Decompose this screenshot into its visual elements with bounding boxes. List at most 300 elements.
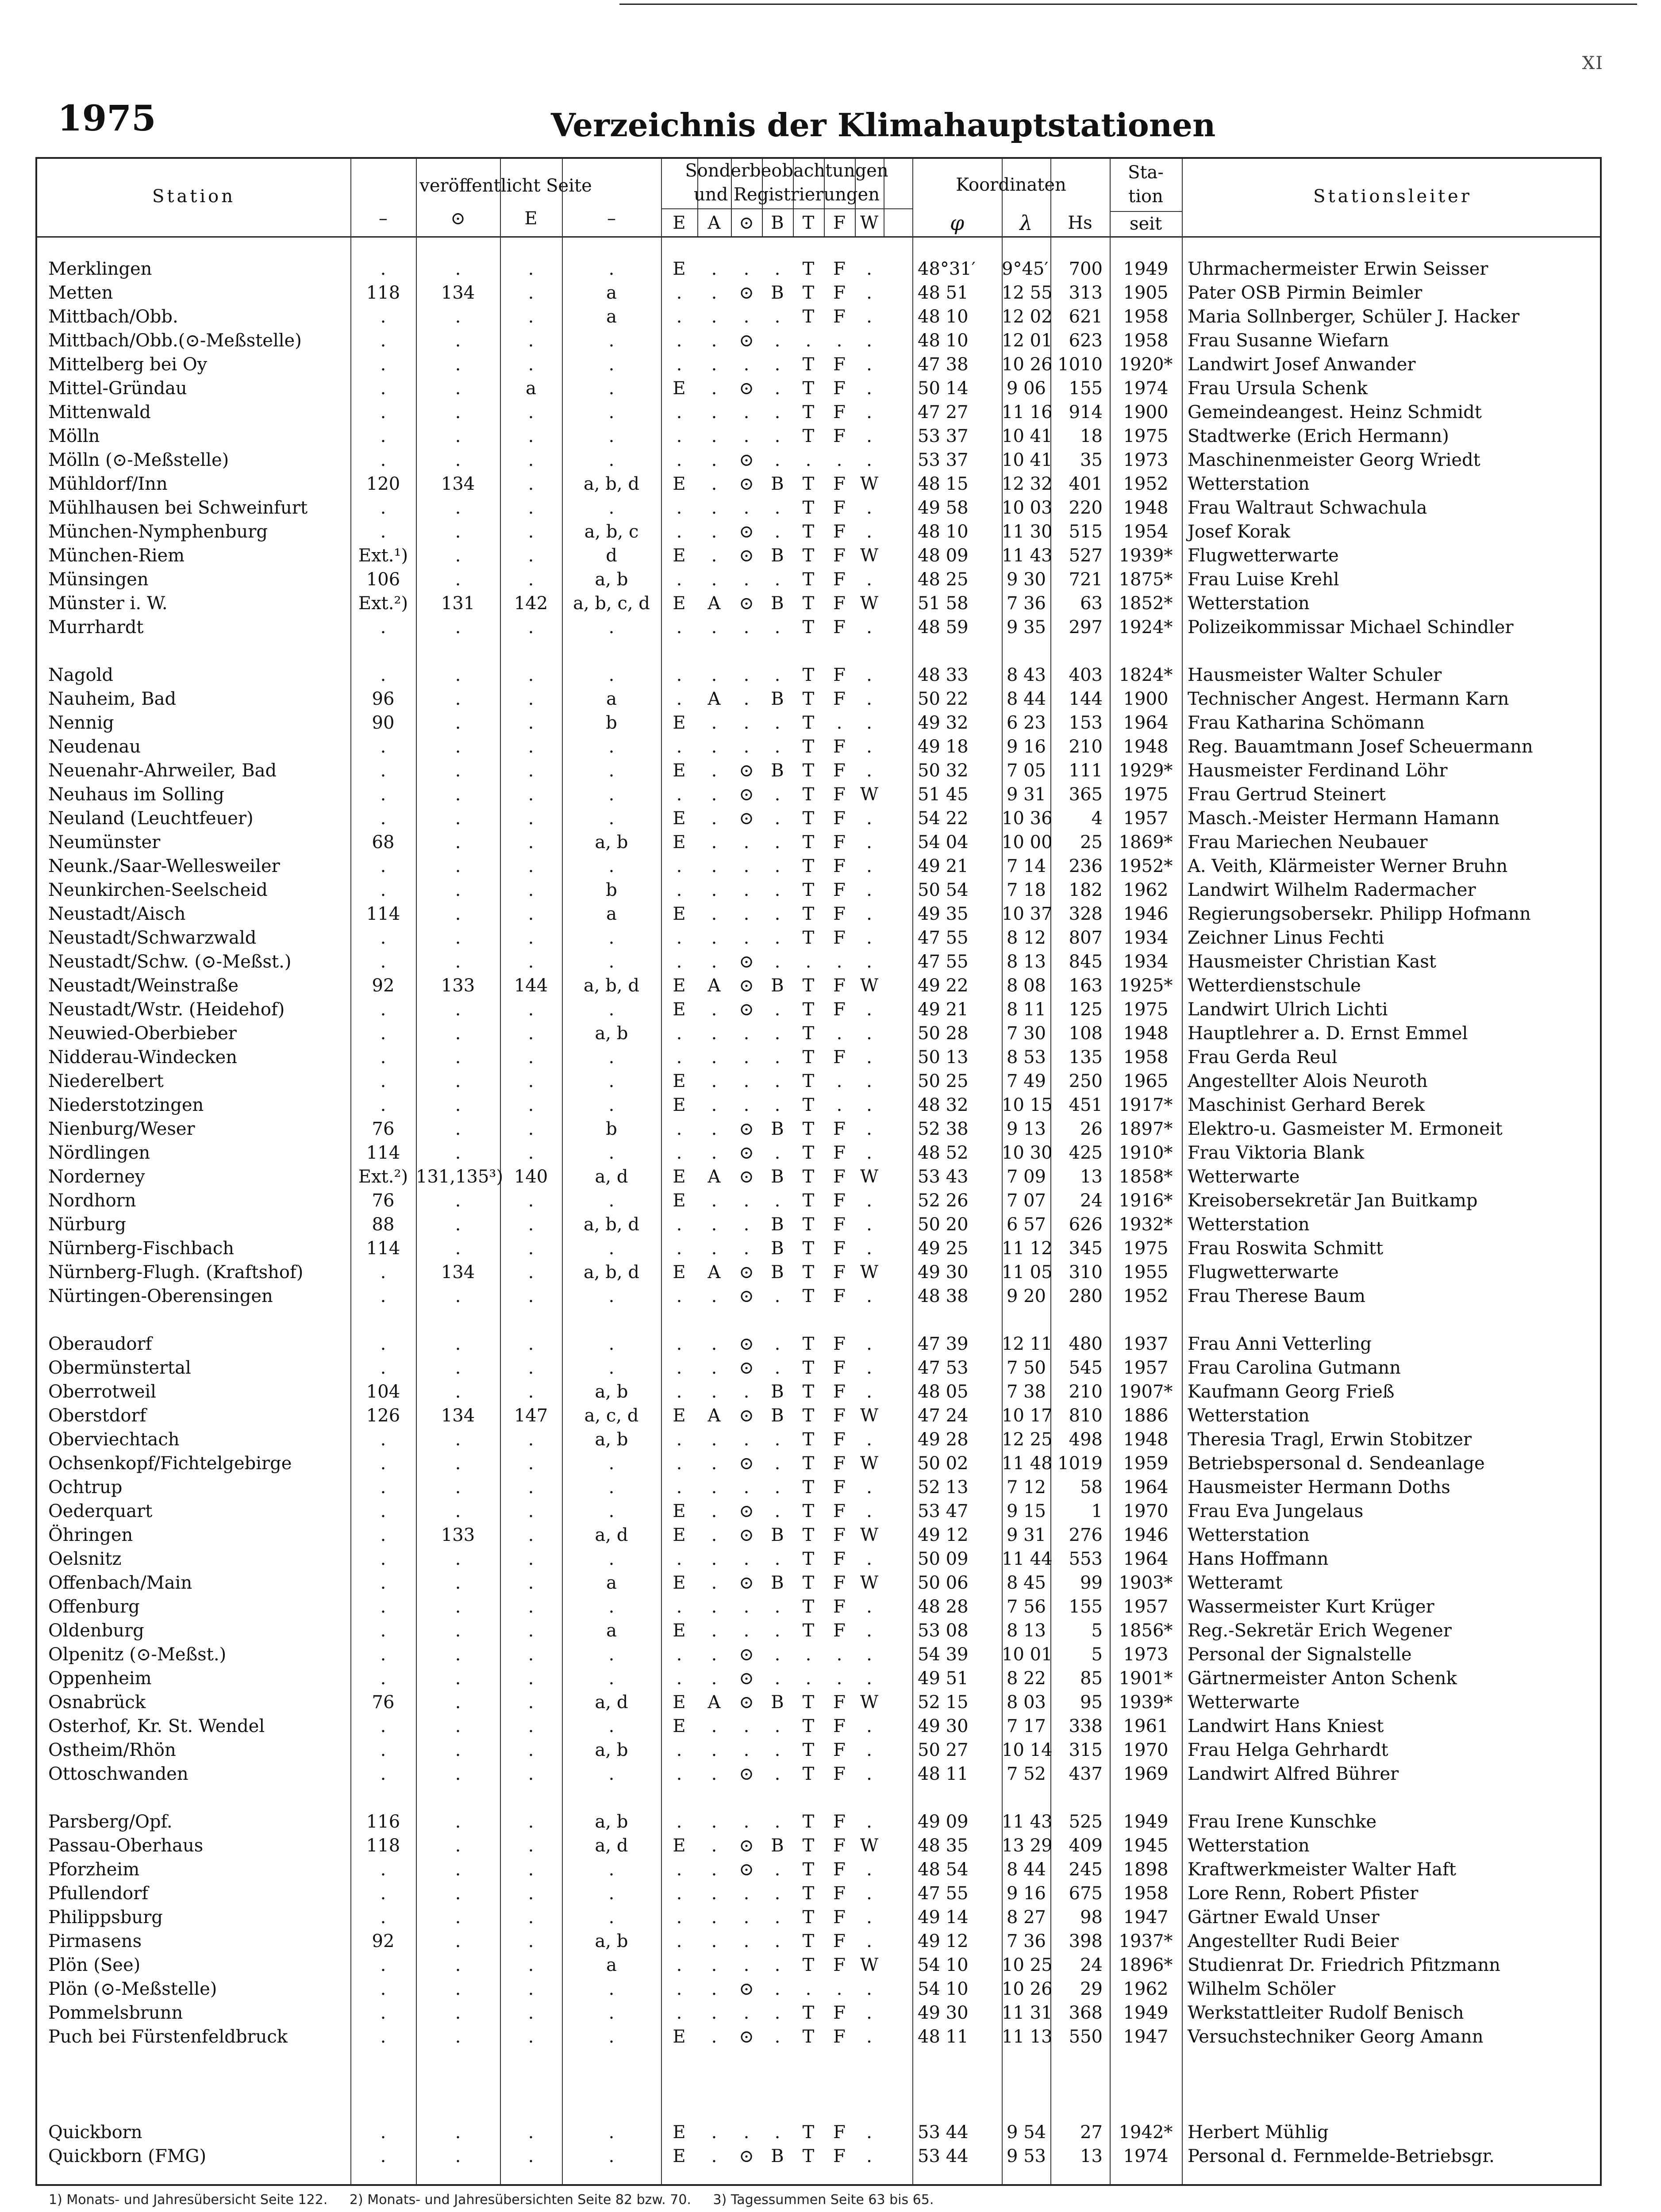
- cell-E: .: [676, 928, 682, 948]
- cell-p4: .: [608, 1334, 615, 1354]
- cell-since: 1924*: [1119, 617, 1173, 637]
- table-row: [37, 1284, 1600, 1308]
- cell-E: E: [673, 1716, 686, 1736]
- cell-B: .: [774, 2027, 781, 2047]
- table-row: [37, 1237, 1600, 1260]
- cell-W: .: [866, 1668, 872, 1689]
- cell-E: .: [676, 450, 682, 470]
- cell-p4: .: [608, 1071, 615, 1091]
- cell-lon: 8 13: [1006, 1621, 1046, 1641]
- cell-leader: Technischer Angest. Hermann Karn: [1188, 689, 1509, 709]
- cell-lon: 9 30: [1006, 569, 1046, 590]
- cell-F: F: [833, 1525, 846, 1545]
- cell-p3: .: [528, 426, 534, 446]
- cell-F: F: [833, 1119, 846, 1139]
- cell-p2: .: [455, 1931, 461, 1951]
- cell-A: A: [707, 1692, 721, 1713]
- cell-leader: Hauptlehrer a. D. Ernst Emmel: [1188, 1023, 1468, 1044]
- cell-W: .: [866, 498, 872, 518]
- cell-E: .: [676, 426, 682, 446]
- cell-S: .: [743, 1955, 750, 1975]
- cell-A: .: [711, 1023, 717, 1044]
- cell-E: .: [676, 784, 682, 805]
- cell-p4: d: [606, 545, 617, 566]
- cell-T: T: [802, 498, 815, 518]
- cell-A: .: [711, 760, 717, 781]
- cell-name: Osterhof, Kr. St. Wendel: [48, 1716, 265, 1736]
- cell-T: T: [802, 1238, 815, 1259]
- cell-F: F: [833, 784, 846, 805]
- cell-B: .: [774, 737, 781, 757]
- table-row: [37, 591, 1600, 615]
- cell-hs: 338: [1069, 1716, 1103, 1736]
- cell-T: T: [802, 617, 815, 637]
- cell-name: Mühlhausen bei Schweinfurt: [48, 498, 308, 518]
- cell-p1: .: [380, 1644, 386, 1665]
- cell-F: F: [833, 665, 846, 685]
- cell-lon: 9 06: [1006, 378, 1046, 399]
- header-special-B: B: [771, 213, 784, 233]
- table-row: [37, 496, 1600, 520]
- cell-name: Mittel-Gründau: [48, 378, 187, 399]
- cell-hs: 26: [1080, 1119, 1103, 1139]
- cell-S: .: [743, 665, 750, 685]
- table-row: [37, 1499, 1600, 1523]
- cell-F: F: [833, 880, 846, 900]
- cell-p2: .: [455, 1477, 461, 1498]
- cell-since: 1942*: [1119, 2122, 1173, 2143]
- cell-name: Neuhaus im Solling: [48, 784, 224, 805]
- cell-lon: 9 16: [1006, 737, 1046, 757]
- cell-name: Mittbach/Obb.: [48, 307, 178, 327]
- cell-T: T: [802, 474, 815, 494]
- cell-leader: Wetterstation: [1188, 1406, 1310, 1426]
- cell-hs: 845: [1069, 952, 1103, 972]
- cell-W: .: [866, 1907, 872, 1928]
- cell-F: .: [836, 1023, 842, 1044]
- cell-S: ⊙: [739, 283, 754, 303]
- cell-S: .: [743, 617, 750, 637]
- cell-p2: 134: [441, 1262, 475, 1283]
- table-row: [37, 1810, 1600, 1834]
- cell-B: B: [771, 1836, 784, 1856]
- table-row: [37, 376, 1600, 400]
- cell-lon: 8 45: [1006, 1573, 1046, 1593]
- cell-p4: .: [608, 808, 615, 829]
- cell-T: T: [802, 1859, 815, 1880]
- cell-T: T: [802, 1023, 815, 1044]
- cell-F: F: [833, 474, 846, 494]
- cell-p3: .: [528, 904, 534, 924]
- cell-p1: .: [380, 1501, 386, 1521]
- cell-since: 1949: [1123, 1812, 1169, 1832]
- cell-p2: .: [455, 1214, 461, 1235]
- cell-lon: 9 35: [1006, 617, 1046, 637]
- cell-hs: 220: [1069, 498, 1103, 518]
- cell-E: E: [673, 1406, 686, 1426]
- cell-W: .: [866, 1095, 872, 1115]
- cell-since: 1975: [1123, 784, 1169, 805]
- cell-S: ⊙: [739, 330, 754, 351]
- cell-name: Oldenburg: [48, 1621, 144, 1641]
- cell-since: 1949: [1123, 259, 1169, 279]
- table-row: [37, 1380, 1600, 1404]
- cell-A: .: [711, 999, 717, 1020]
- cell-hs: 108: [1069, 1023, 1103, 1044]
- cell-p4: .: [608, 952, 615, 972]
- cell-lat: 48 52: [918, 1143, 969, 1163]
- cell-B: B: [771, 1525, 784, 1545]
- cell-T: T: [802, 784, 815, 805]
- cell-T: T: [802, 1573, 815, 1593]
- cell-S: ⊙: [739, 1406, 754, 1426]
- cell-lat: 49 58: [918, 498, 969, 518]
- cell-p4: a, b, c: [584, 522, 639, 542]
- cell-leader: Wetterstation: [1188, 474, 1310, 494]
- cell-S: ⊙: [739, 1167, 754, 1187]
- cell-p2: .: [455, 1644, 461, 1665]
- cell-since: 1952*: [1119, 856, 1173, 876]
- cell-lat: 49 28: [918, 1429, 969, 1450]
- cell-p2: 134: [441, 1406, 475, 1426]
- cell-T: T: [802, 1907, 815, 1928]
- cell-W: .: [866, 259, 872, 279]
- cell-p2: .: [455, 1023, 461, 1044]
- cell-p1: Ext.²): [358, 593, 408, 614]
- cell-T: .: [805, 450, 811, 470]
- cell-p2: .: [455, 1716, 461, 1736]
- cell-B: B: [771, 1119, 784, 1139]
- cell-since: 1934: [1123, 928, 1169, 948]
- cell-lon: 10 00: [1002, 832, 1053, 853]
- cell-p1: .: [380, 737, 386, 757]
- table-row: [37, 257, 1600, 281]
- cell-p4: a, c, d: [584, 1406, 639, 1426]
- cell-p4: a: [606, 1573, 617, 1593]
- cell-hs: 437: [1069, 1764, 1103, 1784]
- table-row: [37, 1428, 1600, 1452]
- cell-F: F: [833, 259, 846, 279]
- group-spacer: [37, 1786, 1600, 1810]
- cell-p4: b: [606, 1119, 617, 1139]
- cell-hs: 98: [1080, 1907, 1103, 1928]
- cell-since: 1948: [1123, 1023, 1169, 1044]
- cell-S: .: [743, 2003, 750, 2023]
- cell-lat: 48 10: [918, 330, 969, 351]
- cell-leader: Wetterwarte: [1188, 1692, 1300, 1713]
- cell-lat: 48 11: [918, 2027, 969, 2047]
- cell-leader: Frau Ursula Schenk: [1188, 378, 1368, 399]
- cell-leader: Wetterdienstschule: [1188, 975, 1361, 996]
- cell-E: .: [676, 1549, 682, 1569]
- cell-since: 1937*: [1119, 1931, 1173, 1951]
- cell-p1: .: [380, 665, 386, 685]
- cell-p1: .: [380, 1859, 386, 1880]
- cell-E: E: [673, 593, 686, 614]
- cell-since: 1900: [1123, 402, 1169, 422]
- cell-hs: 409: [1069, 1836, 1103, 1856]
- cell-p2: .: [455, 1453, 461, 1474]
- table-row: [37, 783, 1600, 806]
- cell-W: .: [866, 2122, 872, 2143]
- cell-T: T: [802, 1382, 815, 1402]
- cell-leader: Werkstattleiter Rudolf Benisch: [1188, 2003, 1464, 2023]
- cell-since: 1946: [1123, 1525, 1169, 1545]
- cell-leader: Personal d. Fernmelde-Betriebsgr.: [1188, 2146, 1495, 2166]
- cell-lon: 9 53: [1006, 2146, 1046, 2166]
- table-row: [37, 1022, 1600, 1045]
- table-row: [37, 950, 1600, 974]
- cell-A: .: [711, 1429, 717, 1450]
- cell-B: .: [774, 354, 781, 375]
- cell-T: T: [802, 2122, 815, 2143]
- cell-S: ⊙: [739, 1334, 754, 1354]
- cell-E: .: [676, 522, 682, 542]
- cell-T: T: [802, 1597, 815, 1617]
- cell-leader: Landwirt Wilhelm Radermacher: [1188, 880, 1476, 900]
- cell-p3: .: [528, 1812, 534, 1832]
- table-row: [37, 1117, 1600, 1141]
- cell-W: .: [866, 1119, 872, 1139]
- cell-p1: 116: [366, 1812, 400, 1832]
- cell-A: .: [711, 1334, 717, 1354]
- cell-since: 1907*: [1119, 1382, 1173, 1402]
- cell-F: F: [833, 1286, 846, 1306]
- cell-lat: 54 39: [918, 1644, 969, 1665]
- cell-p2: 134: [441, 283, 475, 303]
- cell-leader: Lore Renn, Robert Pfister: [1188, 1883, 1419, 1904]
- cell-T: T: [802, 1262, 815, 1283]
- cell-hs: 451: [1069, 1095, 1103, 1115]
- cell-W: .: [866, 1238, 872, 1259]
- cell-E: .: [676, 354, 682, 375]
- cell-W: .: [866, 713, 872, 733]
- cell-lon: 9°45′: [1002, 259, 1049, 279]
- cell-B: B: [771, 689, 784, 709]
- cell-T: T: [802, 1692, 815, 1713]
- cell-lat: 48 11: [918, 1764, 969, 1784]
- cell-T: T: [802, 1167, 815, 1187]
- header-lon: λ: [1019, 211, 1033, 235]
- cell-lon: 7 52: [1006, 1764, 1046, 1784]
- cell-leader: Studienrat Dr. Friedrich Pfitzmann: [1188, 1955, 1500, 1975]
- cell-B: .: [774, 1429, 781, 1450]
- cell-p3: .: [528, 307, 534, 327]
- cell-since: 1917*: [1119, 1095, 1173, 1115]
- cell-leader: Hans Hoffmann: [1188, 1549, 1329, 1569]
- cell-A: .: [711, 737, 717, 757]
- cell-B: .: [774, 1071, 781, 1091]
- cell-name: Neuland (Leuchtfeuer): [48, 808, 254, 829]
- cell-name: Mittbach/Obb.(⊙-Meßstelle): [48, 330, 302, 351]
- cell-B: B: [771, 975, 784, 996]
- cell-p4: .: [608, 1716, 615, 1736]
- cell-hs: 155: [1069, 1597, 1103, 1617]
- cell-p1: .: [380, 1597, 386, 1617]
- cell-E: E: [673, 1692, 686, 1713]
- cell-p4: .: [608, 426, 615, 446]
- cell-lat: 49 12: [918, 1931, 969, 1951]
- cell-leader: Josef Korak: [1188, 522, 1290, 542]
- cell-T: T: [802, 1883, 815, 1904]
- cell-hs: 27: [1080, 2122, 1103, 2143]
- cell-T: T: [802, 760, 815, 781]
- cell-leader: Elektro-u. Gasmeister M. Ermoneit: [1188, 1119, 1503, 1139]
- cell-name: Münster i. W.: [48, 593, 168, 614]
- cell-B: B: [771, 760, 784, 781]
- cell-p4: a: [606, 1621, 617, 1641]
- cell-E: E: [673, 1167, 686, 1187]
- cell-F: F: [833, 1597, 846, 1617]
- cell-A: .: [711, 1214, 717, 1235]
- cell-B: B: [771, 283, 784, 303]
- cell-A: .: [711, 402, 717, 422]
- table-row: [37, 520, 1600, 544]
- cell-lon: 7 49: [1006, 1071, 1046, 1091]
- cell-p1: .: [380, 2146, 386, 2166]
- cell-T: T: [802, 378, 815, 399]
- cell-p2: .: [455, 2122, 461, 2143]
- cell-E: .: [676, 1955, 682, 1975]
- cell-hs: 398: [1069, 1931, 1103, 1951]
- cell-p2: .: [455, 1573, 461, 1593]
- cell-since: 1875*: [1119, 569, 1173, 590]
- cell-F: F: [833, 1859, 846, 1880]
- cell-p1: .: [380, 999, 386, 1020]
- cell-p3: .: [528, 1621, 534, 1641]
- cell-W: .: [866, 1071, 872, 1091]
- cell-hs: 4: [1091, 808, 1103, 829]
- cell-leader: Frau Gerda Reul: [1188, 1047, 1338, 1068]
- cell-hs: 95: [1080, 1692, 1103, 1713]
- cell-lat: 48 10: [918, 522, 969, 542]
- cell-S: .: [743, 569, 750, 590]
- cell-hs: 527: [1069, 545, 1103, 566]
- cell-p3: .: [528, 330, 534, 351]
- cell-p1: 106: [366, 569, 400, 590]
- table-row: [37, 687, 1600, 711]
- cell-p1: 90: [372, 713, 395, 733]
- cell-p3: .: [528, 1238, 534, 1259]
- cell-hs: 810: [1069, 1406, 1103, 1426]
- cell-S: ⊙: [739, 1692, 754, 1713]
- table-row: [37, 1404, 1600, 1428]
- cell-p2: .: [455, 880, 461, 900]
- cell-p3: .: [528, 1358, 534, 1378]
- cell-since: 1970: [1123, 1740, 1169, 1760]
- group-spacer: [37, 639, 1600, 663]
- cell-p1: .: [380, 1716, 386, 1736]
- cell-T: .: [805, 1668, 811, 1689]
- cell-hs: 210: [1069, 1382, 1103, 1402]
- cell-lat: 54 10: [918, 1955, 969, 1975]
- cell-leader: Frau Roswita Schmitt: [1188, 1238, 1384, 1259]
- cell-T: T: [802, 1812, 815, 1832]
- cell-A: .: [711, 1071, 717, 1091]
- cell-lat: 53 37: [918, 450, 969, 470]
- cell-E: E: [673, 975, 686, 996]
- cell-F: F: [833, 522, 846, 542]
- cell-S: .: [743, 1883, 750, 1904]
- cell-p1: .: [380, 1907, 386, 1928]
- cell-lon: 10 41: [1002, 426, 1053, 446]
- table-row: [37, 1571, 1600, 1595]
- cell-W: .: [866, 1501, 872, 1521]
- cell-E: E: [673, 2146, 686, 2166]
- cell-p1: .: [380, 2027, 386, 2047]
- cell-p4: .: [608, 2027, 615, 2047]
- cell-W: .: [866, 1931, 872, 1951]
- cell-hs: 550: [1069, 2027, 1103, 2047]
- cell-E: E: [673, 259, 686, 279]
- cell-W: .: [866, 450, 872, 470]
- cell-leader: Theresia Tragl, Erwin Stobitzer: [1188, 1429, 1472, 1450]
- cell-name: Plön (⊙-Meßstelle): [48, 1979, 217, 1999]
- cell-leader: Frau Mariechen Neubauer: [1188, 832, 1428, 853]
- cell-since: 1957: [1123, 1597, 1169, 1617]
- cell-W: .: [866, 689, 872, 709]
- cell-p4: .: [608, 1501, 615, 1521]
- cell-T: T: [802, 2027, 815, 2047]
- cell-S: ⊙: [739, 1143, 754, 1163]
- cell-p4: .: [608, 378, 615, 399]
- cell-name: Oberrotweil: [48, 1382, 156, 1402]
- cell-since: 1948: [1123, 498, 1169, 518]
- cell-A: .: [711, 1883, 717, 1904]
- table-row: [37, 1475, 1600, 1499]
- cell-name: Obermünstertal: [48, 1358, 191, 1378]
- cell-p1: 68: [372, 832, 395, 853]
- footnote-2: 2) Monats- und Jahresübersichten Seite 82 bzw. 70.: [349, 2192, 691, 2208]
- table-row: [37, 568, 1600, 591]
- cell-hs: 24: [1080, 1955, 1103, 1975]
- cell-lat: 49 35: [918, 904, 969, 924]
- cell-A: .: [711, 1477, 717, 1498]
- cell-B: .: [774, 999, 781, 1020]
- cell-S: .: [743, 737, 750, 757]
- cell-F: F: [833, 689, 846, 709]
- cell-A: .: [711, 1812, 717, 1832]
- cell-S: ⊙: [739, 378, 754, 399]
- cell-hs: 250: [1069, 1071, 1103, 1091]
- cell-since: 1955: [1123, 1262, 1169, 1283]
- cell-p1: Ext.²): [358, 1167, 408, 1187]
- cell-leader: Flugwetterwarte: [1188, 545, 1339, 566]
- cell-F: F: [833, 378, 846, 399]
- cell-leader: Hausmeister Ferdinand Löhr: [1188, 760, 1448, 781]
- cell-leader: Hausmeister Walter Schuler: [1188, 665, 1442, 685]
- cell-B: .: [774, 665, 781, 685]
- cell-since: 1901*: [1119, 1668, 1173, 1689]
- cell-B: .: [774, 1979, 781, 1999]
- cell-p1: 114: [366, 1238, 400, 1259]
- cell-W: .: [866, 737, 872, 757]
- cell-p1: 120: [366, 474, 400, 494]
- cell-lat: 47 55: [918, 928, 969, 948]
- cell-T: T: [802, 1501, 815, 1521]
- cell-p2: .: [455, 1238, 461, 1259]
- cell-p2: .: [455, 1358, 461, 1378]
- header-since-1: Sta-: [1128, 162, 1164, 183]
- table-row: [37, 1834, 1600, 1858]
- cell-p2: .: [455, 1740, 461, 1760]
- cell-W: W: [860, 784, 879, 805]
- cell-name: Neustadt/Schwarzwald: [48, 928, 257, 948]
- cell-name: Nürburg: [48, 1214, 126, 1235]
- cell-W: .: [866, 1597, 872, 1617]
- cell-p1: .: [380, 1883, 386, 1904]
- cell-F: F: [833, 1955, 846, 1975]
